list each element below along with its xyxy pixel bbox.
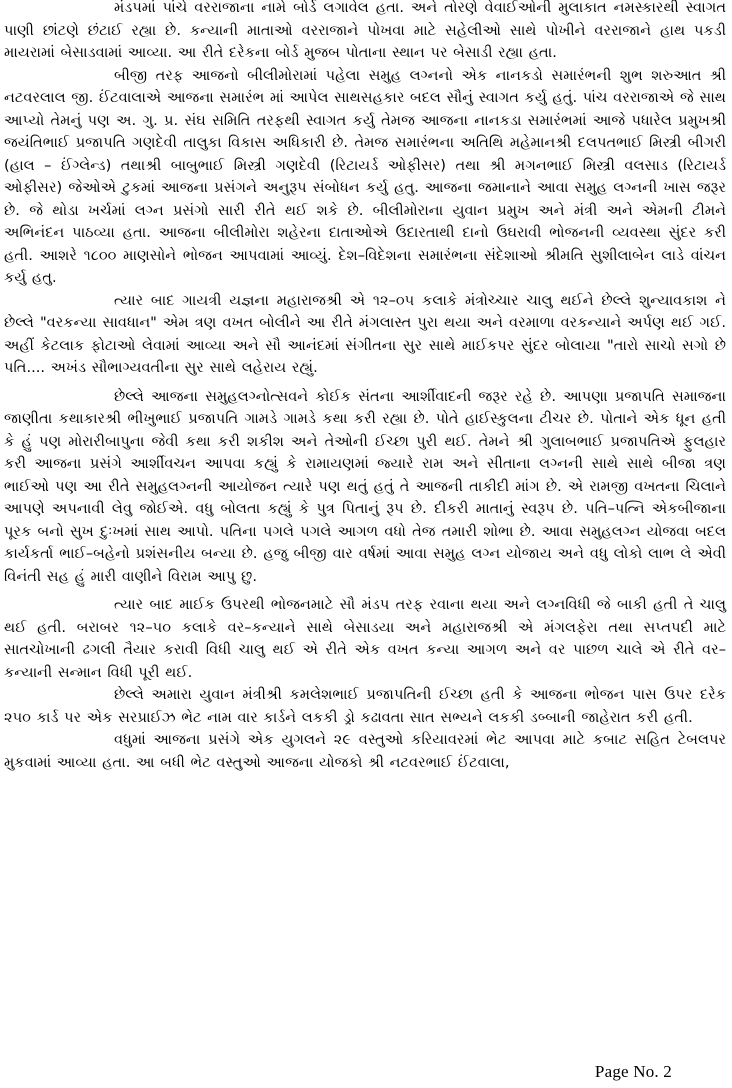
page-number: Page No. 2 <box>594 1062 672 1081</box>
document-body <box>4 0 726 774</box>
paragraph-lucky-draw: છેલ્લે અમારા યુવાન મંત્રીશ્રી કમલેશભાઈ પ્રજાપતિની ઈચ્છા હતી કે આજના ભોજન પાસ ઉપર દરેક ૨૫૦ કાર્ડ પર એક સરપ્રાઈઝ ભેટ નામ વાર કાર્ડને લકકી ડ્રો કઢાવતા સાત સભ્યને લકકી ડબ્બાની જાહેરાત કરી હતી. <box>4 686 726 726</box>
paragraph-gifts: વધુમાં આજના પ્રસંગે એક યુગલને ૨૯ વસ્તુઓ કરિયાવરમાં ભેટ આપવા માટે કબાટ સહિત ટેબલપર મુકવામાં આવ્યા હતા. આ બધી ભેટ વસ્તુઓ આજના યોજકો શ્રી નટવરભાઈ ઈંટવાલા, <box>4 731 726 771</box>
paragraph-lunch-and-rites: ત્યાર બાદ માઈક ઉપરથી ભોજનમાટે સૌ મંડપ તરફ રવાના થયા અને લગ્નવિધી જે બાકી હતી તે ચાલુ થઈ હતી. બરાબર ૧૨–૫૦ કલાકે વર–કન્યાને સાથે બેસાડયા અને મહારાજશ્રી એ મંગલફેરા તથા સપ્તપદી માટે સાતચોખાની ઢગલી તૈયાર કરાવી વિધી ચાલુ થઈ એ રીતે એક વખત કન્યા આગળ અને વર પાછળ ચાલે એ રીતે વર–કન્યાની સન્માન વિધી પૂરી થઈ. <box>4 596 726 681</box>
paragraph-priest-rituals: ત્યાર બાદ ગાયત્રી યજ્ઞના મહારાજશ્રી એ ૧૨–૦૫ કલાકે મંત્રોચ્ચાર ચાલુ થઈને છેલ્લે શુન્યાવકાશ ને છેલ્લે "વરકન્યા સાવધાન" એમ ત્રણ વખત બોલીને આ રીતે મંગલાસ્ત પુરા થયા અને વરમાળા વરકન્યાને અર્પણ થઈ ગઈ. અહીં કેટલાક ફોટાઓ લેવામાં આવ્યા અને સૌ આનંદમાં સંગીતના સુર સાથે માઈકપર સુંદર બોલાયા "તારો સાચો સગો છે પતિ.... અખંડ સૌભાગ્યવતીના સુર સાથે લહેરાય રહ્યું. <box>4 291 726 376</box>
paragraph-mandap-welcome: મંડપમાં પાંચે વરરાજાના નામે બોર્ડ લગાવેલ હતા. અને તોરણે વેવાઈઓની મુલાકાત નમસ્કારથી સ્વાગત પાણી છાંટણે છંટાઈ રહ્યા છે. કન્યાની માતાઓ વરરાજાને પોખવા માટે સહેલીઓ સાથે પોખીને વરરાજાને હાથ પકડી માયરામાં બેસાડવામાં આવ્યા. આ રીતે દરેકના બોર્ડ મુજબ પોતાના સ્થાન પર બેસાડી રહ્યા હતા. <box>4 0 726 61</box>
paragraph-blessings: છેલ્લે આજના સમુહલગ્નોત્સવને કોઈક સંતના આર્શીવાદની જરૂર રહે છે. આપણા પ્રજાપતિ સમાજના જાણીતા કથાકારશ્રી ભીખુભાઈ પ્રજાપતિ ગામડે ગામડે કથા કરી રહ્યા છે. પોતે હાઈસ્કુલના ટીચર છે. પોતાને એક ધૂન હતી કે હું પણ મોરારીબાપુના જેવી કથા કરી શકીશ અને તેઓની ઈચ્છા પુરી થઈ. તેમને શ્રી ગુલાબભાઈ પ્રજાપતિએ ફુલહાર કરી આજના પ્રસંગે આર્શીવચન આપવા કહ્યું કે રામાયણમાં જ્યારે રામ અને સીતાના લગ્નની સાથે સાથે બીજા ત્રણ ભાઈઓ પણ આ રીતે સમુહલગ્નની આયોજન ત્યારે પણ થતું હતું તે આજની તાકીદી માંગ છે. એ રામજી વખતના ચિલાને આપણે અપનાવી લેવુ જોઈએ. વધુ બોલતા કહ્યું કે પુત્ર પિતાનું રૂપ છે. દીકરી માતાનું સ્વરૂપ છે. પતિ–પત્નિ એકબીજાના પૂરક બનો સુખ દુઃખમાં સાથ આપો. પતિના પગલે પગલે આગળ વધો તેજ તમારી શોભા છે. આવા સમુહલગ્ન યોજવા બદલ કાર્યકર્તા ભાઈ–બહેનો પ્રશંસનીય બન્યા છે. હજુ બીજી વાર વર્ષમાં આવા સમુહ લગ્ન યોજાય અને વધુ લોકો લાભ લે એવી વિનંતી સહ હું મારી વાણીને વિરામ આપુ છુ. <box>4 387 726 585</box>
paragraph-ceremony-speeches: બીજી તરફ આજનો બીલીમોરામાં પહેલા સમુહ લગ્નનો એક નાનકડો સમારંભની શુભ શરુઆત શ્રી નટવરલાલ જી. ઈંટવાલાએ આજના સમારંભ માં આપેલ સાથસહકાર બદલ સૌનું સ્વાગત કર્યુ હતું. પાંચ વરરાજાએ જે સાથ આપ્યો તેમનું પણ અ. ગુ. પ્ર. સંઘ સમિતિ તરફથી સ્વાગત કર્યુ તેમજ આજના નાનકડા સમારંભમાં આજે પધારેલ પ્રમુખશ્રી જયંતિભાઈ પ્રજાપતિ ગણદેવી તાલુકા વિકાસ અધિકારી છે. તેમજ સમારંભના અતિથિ મહેમાનશ્રી દલપતભાઈ મિસ્ત્રી બીગરી (હાલ – ઈંગ્લેન્ડ) તથાશ્રી બાબુભાઈ મિસ્ત્રી ગણદેવી (રિટાયર્ડ ઓફીસર) તથા શ્રી મગનભાઈ મિસ્ત્રી વલસાડ (રિટાયર્ડ ઓફીસર) જેઓએ ટુકમાં આજના પ્રસંગને અનુરૂપ સંબોધન કર્યુ હતુ. આજના જમાનાને આવા સમુહ લગ્નની ખાસ જરૂર છે. જે થોડા ખર્ચમાં લગ્ન પ્રસંગો સારી રીતે થઈ શકે છે. બીલીમોરાના યુવાન પ્રમુખ અને મંત્રી અને એમની ટીમને અભિનંદન પાઠવ્યા હતા. આજના બીલીમોરા શહેરના દાતાઓએ ઉદારતાથી દાનો ઉઘરાવી ભોજનની વ્યવસ્થા સુંદર કરી હતી. આશરે ૧૮૦૦ માણસોને ભોજન આપવામાં આવ્યું. દેશ–વિદેશના સમારંભના સંદેશાઓ શ્રીમતિ સુશીલાબેન લાડે વાંચન કર્યુ હતુ. <box>4 66 726 286</box>
